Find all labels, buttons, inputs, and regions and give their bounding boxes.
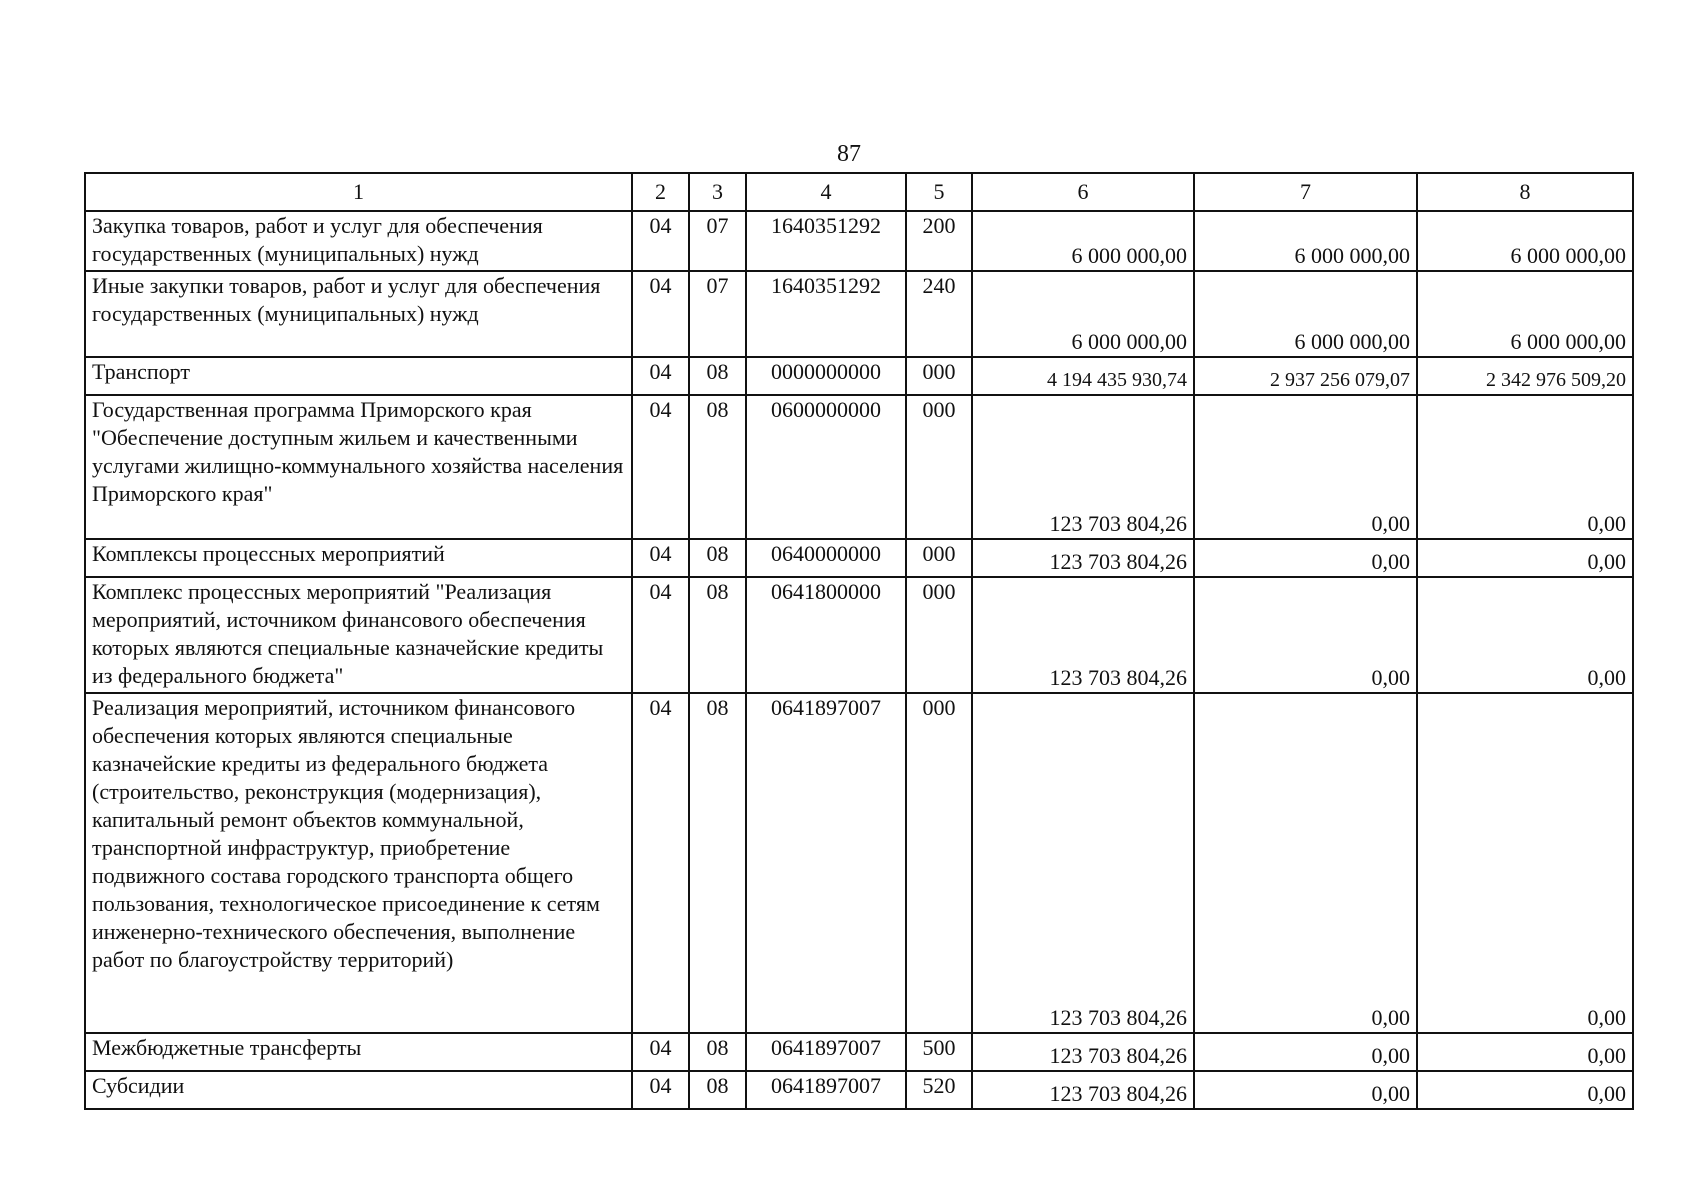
row-name: Иные закупки товаров, работ и услуг для обеспечения государственных (муниципальных) нужд: [85, 271, 632, 357]
amount-col8: 6 000 000,00: [1417, 211, 1633, 271]
expense-type-code: 240: [906, 271, 972, 357]
target-article-code: 1640351292: [746, 271, 906, 357]
subsection-code: 08: [689, 693, 746, 1033]
expense-type-code: 000: [906, 395, 972, 539]
amount-col8: 6 000 000,00: [1417, 271, 1633, 357]
section-code: 04: [632, 211, 689, 271]
table-row: [85, 271, 1633, 357]
table-row: [85, 357, 1633, 395]
amount-col6: 4 194 435 930,74: [972, 357, 1194, 395]
table-row: [85, 577, 1633, 693]
subsection-code: 08: [689, 395, 746, 539]
row-name: Закупка товаров, работ и услуг для обеспечения государственных (муниципальных) нужд: [85, 211, 632, 271]
amount-col6: 6 000 000,00: [972, 211, 1194, 271]
target-article-code: 0641800000: [746, 577, 906, 693]
column-header: 1: [85, 173, 632, 211]
subsection-code: 08: [689, 577, 746, 693]
column-header: 6: [972, 173, 1194, 211]
row-name: Межбюджетные трансферты: [85, 1033, 632, 1071]
row-name: Государственная программа Приморского края "Обеспечение доступным жильем и качественными услугами жилищно-коммунального хозяйства населения Приморского края": [85, 395, 632, 539]
amount-col8: 0,00: [1417, 1071, 1633, 1109]
amount-col8: 2 342 976 509,20: [1417, 357, 1633, 395]
expense-type-code: 000: [906, 577, 972, 693]
column-header: 5: [906, 173, 972, 211]
amount-col7: 2 937 256 079,07: [1194, 357, 1417, 395]
amount-col6: 123 703 804,26: [972, 395, 1194, 539]
section-code: 04: [632, 395, 689, 539]
subsection-code: 07: [689, 271, 746, 357]
amount-col6: 6 000 000,00: [972, 271, 1194, 357]
table-row: [85, 1071, 1633, 1109]
amount-col6: 123 703 804,26: [972, 577, 1194, 693]
section-code: 04: [632, 357, 689, 395]
amount-col7: 6 000 000,00: [1194, 271, 1417, 357]
amount-col7: 0,00: [1194, 395, 1417, 539]
section-code: 04: [632, 693, 689, 1033]
budget-table: [84, 172, 1634, 1110]
subsection-code: 08: [689, 539, 746, 577]
amount-col8: 0,00: [1417, 693, 1633, 1033]
expense-type-code: 000: [906, 357, 972, 395]
amount-col8: 0,00: [1417, 577, 1633, 693]
target-article-code: 0000000000: [746, 357, 906, 395]
section-code: 04: [632, 577, 689, 693]
section-code: 04: [632, 271, 689, 357]
amount-col7: 0,00: [1194, 1033, 1417, 1071]
row-name: Субсидии: [85, 1071, 632, 1109]
amount-col7: 0,00: [1194, 693, 1417, 1033]
expense-type-code: 000: [906, 693, 972, 1033]
amount-col8: 0,00: [1417, 395, 1633, 539]
table-row: [85, 539, 1633, 577]
amount-col8: 0,00: [1417, 1033, 1633, 1071]
section-code: 04: [632, 539, 689, 577]
column-header: 2: [632, 173, 689, 211]
table-row: [85, 1033, 1633, 1071]
expense-type-code: 000: [906, 539, 972, 577]
row-name: Транспорт: [85, 357, 632, 395]
target-article-code: 0641897007: [746, 693, 906, 1033]
table-header-row: [85, 173, 1633, 211]
column-header: 4: [746, 173, 906, 211]
amount-col7: 0,00: [1194, 577, 1417, 693]
amount-col6: 123 703 804,26: [972, 539, 1194, 577]
target-article-code: 0600000000: [746, 395, 906, 539]
target-article-code: 0640000000: [746, 539, 906, 577]
table-row: [85, 693, 1633, 1033]
subsection-code: 08: [689, 357, 746, 395]
subsection-code: 07: [689, 211, 746, 271]
amount-col7: 0,00: [1194, 539, 1417, 577]
amount-col6: 123 703 804,26: [972, 1033, 1194, 1071]
column-header: 8: [1417, 173, 1633, 211]
column-header: 3: [689, 173, 746, 211]
expense-type-code: 200: [906, 211, 972, 271]
row-name: Комплекс процессных мероприятий "Реализация мероприятий, источником финансового обеспечения которых являются специальные казначейские кредиты из федерального бюджета": [85, 577, 632, 693]
subsection-code: 08: [689, 1071, 746, 1109]
subsection-code: 08: [689, 1033, 746, 1071]
target-article-code: 1640351292: [746, 211, 906, 271]
amount-col8: 0,00: [1417, 539, 1633, 577]
table-row: [85, 211, 1633, 271]
row-name: Комплексы процессных мероприятий: [85, 539, 632, 577]
expense-type-code: 520: [906, 1071, 972, 1109]
amount-col7: 0,00: [1194, 1071, 1417, 1109]
target-article-code: 0641897007: [746, 1071, 906, 1109]
amount-col7: 6 000 000,00: [1194, 211, 1417, 271]
section-code: 04: [632, 1033, 689, 1071]
column-header: 7: [1194, 173, 1417, 211]
amount-col6: 123 703 804,26: [972, 1071, 1194, 1109]
amount-col6: 123 703 804,26: [972, 693, 1194, 1033]
expense-type-code: 500: [906, 1033, 972, 1071]
section-code: 04: [632, 1071, 689, 1109]
row-name: Реализация мероприятий, источником финансового обеспечения которых являются специальные казначейские кредиты из федерального бюджета (строительство, реконструкция (модернизация), капитальный ремонт объектов коммунальной, транспортной инфраструктур, приобретение подвижного состава городского транспорта общего пользования, технологическое присоединение к сетям инженерно-технического обеспечения, выполнение работ по благоустройству территорий): [85, 693, 632, 1033]
table-row: [85, 395, 1633, 539]
target-article-code: 0641897007: [746, 1033, 906, 1071]
page-number: 87: [837, 141, 861, 167]
